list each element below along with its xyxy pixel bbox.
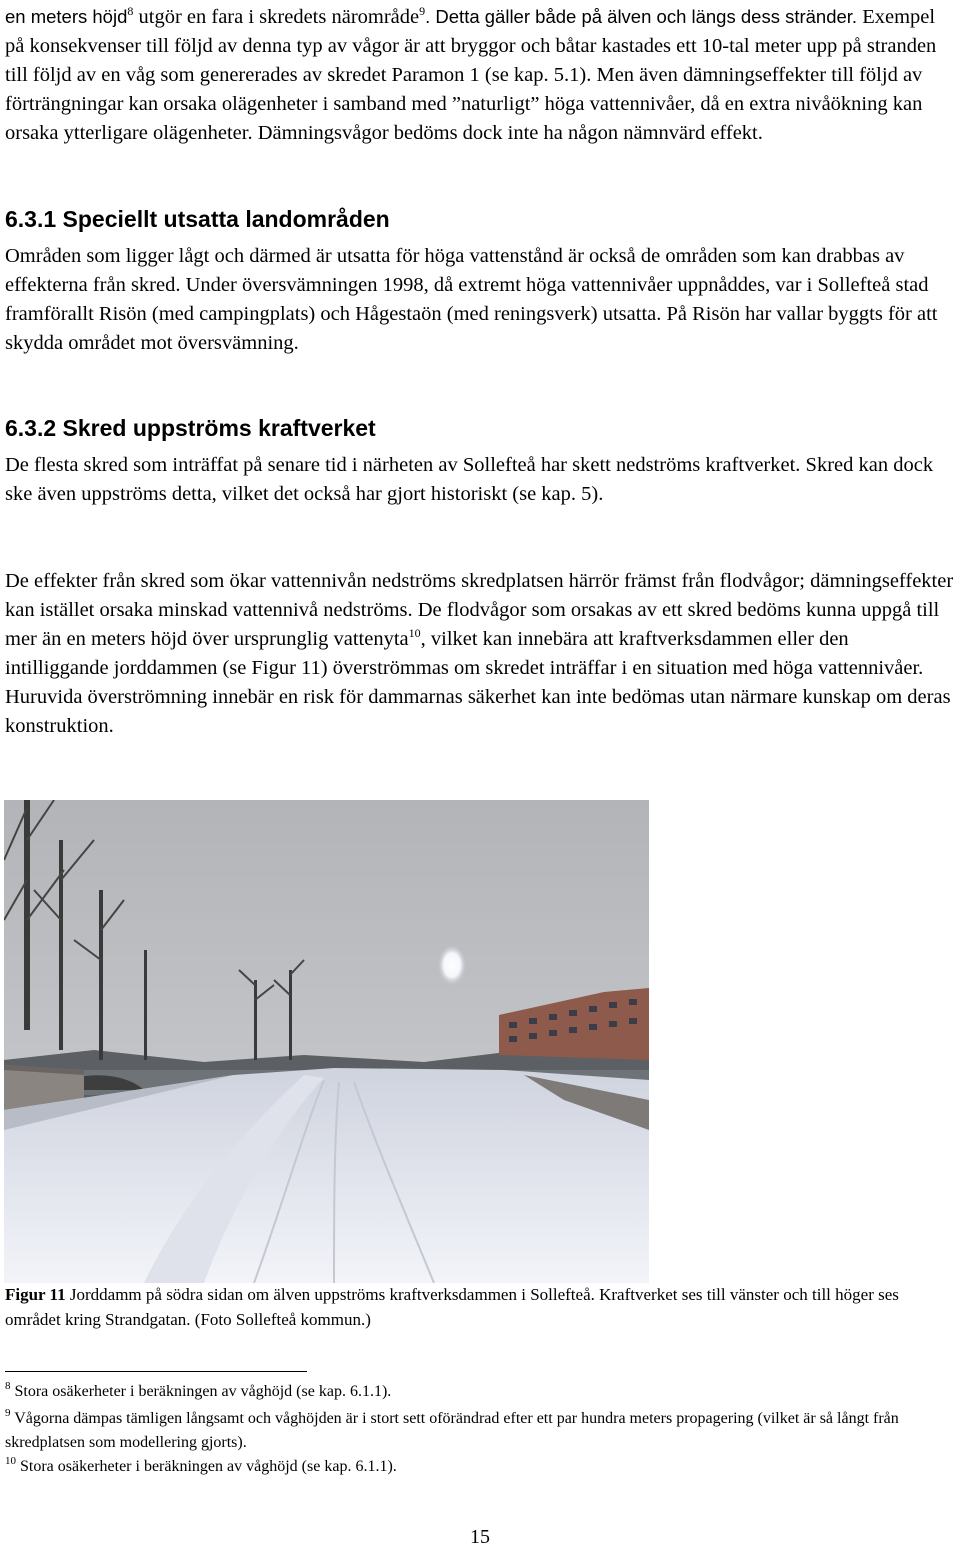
page-number: 15: [470, 1526, 490, 1548]
section-6-3-2-paragraph-2: [5, 567, 955, 741]
footnote-text: Stora osäkerheter i beräkningen av våghöjd (se kap. 6.1.1).: [10, 1383, 392, 1400]
footnote-ref-8[interactable]: 8: [127, 4, 134, 18]
section-6-3-2-paragraph-1: De flesta skred som inträffat på senare tid i närheten av Sollefteå har skett nedströms kraftverket. Skred kan dock ske även uppströms detta, vilket det också har gjort historiskt (se kap. 5).: [5, 454, 934, 505]
section-6-3-1-paragraph: Områden som ligger lågt och därmed är utsatta för höga vattenstånd är också de områden som kan drabbas av effekterna från skred. Under översvämningen 1998, då extremt höga vattennivåer uppnåddes, var i Sollefteå stad framförallt Risön (med campingplats) och Hågestaön (med reningsverk) utsatta. På Risön har vallar byggts för att skydda området mot översvämning.: [5, 245, 938, 354]
footnote-number: 9: [5, 1407, 11, 1419]
footnote-number: 8: [5, 1380, 11, 1392]
paragraph-text: , vilket kan innebära att kraftverksdammen eller den intilliggande jorddammen (se Figur 11) överströmmas om skredet inträffar i en situation med höga vattennivåer. Huruvida överströmning innebär en risk för dammarnas säkerhet kan inte bedömas utan närmare kunskap om deras konstruktion.: [5, 628, 951, 737]
footnote-divider: [5, 1371, 307, 1372]
intro-paragraph: [5, 2, 955, 148]
section-heading-6-3-2: 6.3.2 Skred uppströms kraftverket: [5, 415, 376, 441]
paragraph-text: De effekter från skred som ökar vattennivån nedströms skredplatsen härrör främst från flodvågor; dämningseffekter kan istället orsaka minskad vattennivå nedströms. De flodvågor som orsakas av ett skred bedöms kunna uppgå till mer än en meters höjd över ursprunglig vattenyta: [5, 570, 954, 650]
footnote-ref-10[interactable]: 10: [408, 626, 421, 640]
footnote-text: Stora osäkerheter i beräkningen av våghöjd (se kap. 6.1.1).: [16, 1458, 397, 1475]
figure-photo: [4, 800, 649, 1283]
intro-text: utgör en fara i skredets närområde: [133, 6, 420, 28]
footnote-ref-9[interactable]: 9: [419, 4, 426, 18]
intro-text: . Detta gäller både på älven och längs dess stränder.: [425, 6, 858, 27]
footnote-text: Vågorna dämpas tämligen långsamt och våghöjden är i stort sett oförändrad efter ett par hundra meters propagering (vilket är så långt från skredplatsen som modellering gjorts).: [5, 1410, 899, 1451]
intro-text: en meters höjd: [5, 6, 128, 27]
section-heading-6-3-1: 6.3.1 Speciellt utsatta landområden: [5, 206, 390, 232]
footnote-10: [5, 1455, 955, 1479]
figure-caption: [5, 1282, 955, 1332]
figure-label: Figur 11: [5, 1285, 66, 1304]
footnote-8: [5, 1380, 955, 1404]
footnote-9: [5, 1407, 955, 1455]
intro-text: Men även dämningseffekter till följd av förträngningar kan orsaka olägenheter i samband med ”naturligt” höga vattennivåer, då en extra nivåökning kan orsaka ytterligare olägenheter. Dämningsvågor bedöms dock inte ha någon nämnvärd effekt.: [5, 64, 923, 144]
intro-text: Exempel på konsekvenser till följd av denna typ av vågor är att bryggor och båtar kastades ett 10-tal meter upp på stranden till följd av en våg som genererades av skredet Paramon 1 (se kap. 5.1).: [5, 6, 937, 86]
footnote-number: 10: [5, 1455, 16, 1467]
figure-caption-text: Jorddamm på södra sidan om älven uppströms kraftverksdammen i Sollefteå. Kraftverket ses till vänster och till höger ses området kring Strandgatan. (Foto Sollefteå kommun.): [5, 1285, 899, 1329]
